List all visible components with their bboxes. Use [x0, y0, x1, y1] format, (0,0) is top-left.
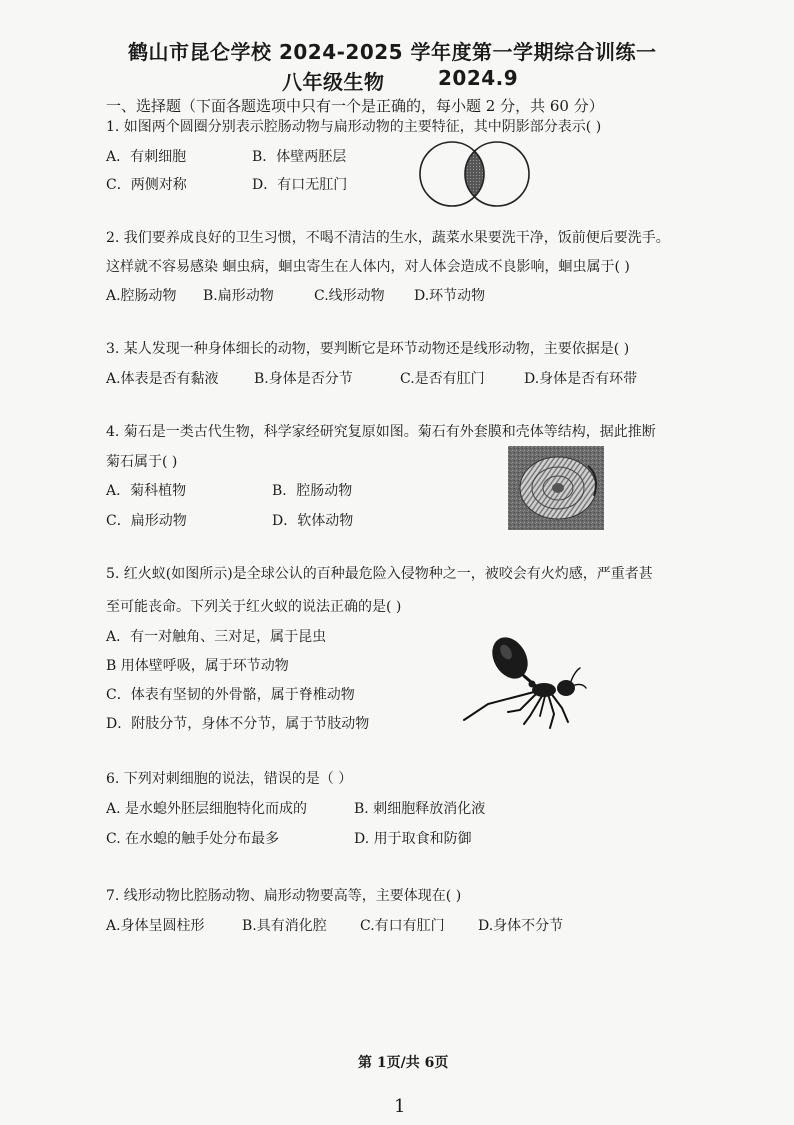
question-1-option-a: A．有刺细胞: [106, 149, 187, 165]
question-6-option-b: B. 刺细胞释放消化液: [354, 801, 486, 817]
question-3-option-d: D.身体是否有环带: [524, 371, 638, 387]
question-2-stem-line1: 2. 我们要养成良好的卫生习惯，不喝不清洁的生水，蔬菜水果要洗干净，饭前便后要洗手。: [106, 230, 670, 246]
question-5-option-a: A．有一对触角、三对足，属于昆虫: [106, 629, 327, 645]
question-5-option-b: B 用体壁呼吸，属于环节动物: [106, 658, 289, 674]
page-number: 1: [394, 1096, 406, 1117]
question-5-stem-line1: 5. 红火蚁(如图所示)是全球公认的百种最危险入侵物种之一，被咬会有火灼感，严重者甚: [106, 566, 653, 582]
question-3-option-c: C.是否有肛门: [400, 371, 485, 387]
question-7-stem: 7. 线形动物比腔肠动物、扁形动物要高等，主要体现在( ): [106, 888, 462, 904]
ammonite-image: [508, 446, 604, 530]
question-4-option-a: A．菊科植物: [106, 483, 187, 499]
question-3-stem: 3. 某人发现一种身体细长的动物，要判断它是环节动物还是线形动物，主要依据是( ): [106, 341, 630, 357]
question-6-option-c: C. 在水螅的触手处分布最多: [106, 831, 280, 847]
question-4-stem-line2: 菊石属于( ): [106, 454, 178, 470]
question-3-option-b: B.身体是否分节: [254, 371, 353, 387]
question-2-option-d: D.环节动物: [414, 288, 486, 304]
question-7-option-a: A.身体呈圆柱形: [106, 918, 205, 934]
question-7-option-d: D.身体不分节: [478, 918, 564, 934]
exam-title: 鹤山市昆仑学校 2024-2025 学年度第一学期综合训练一: [128, 40, 657, 64]
question-1-option-d: D．有口无肛门: [252, 177, 348, 193]
question-4-option-c: C．扁形动物: [106, 513, 187, 529]
question-4-option-b: B．腔肠动物: [272, 483, 353, 499]
question-1-option-c: C．两侧对称: [106, 177, 187, 193]
question-6-option-d: D. 用于取食和防御: [354, 831, 472, 847]
question-7-option-c: C.有口有肛门: [360, 918, 445, 934]
question-7-option-b: B.具有消化腔: [242, 918, 327, 934]
question-6-option-a: A. 是水螅外胚层细胞特化而成的: [106, 801, 308, 817]
question-1-option-b: B．体壁两胚层: [252, 149, 347, 165]
question-5-option-d: D．附肢分节，身体不分节，属于节肢动物: [106, 716, 370, 732]
question-2-option-c: C.线形动物: [314, 288, 385, 304]
section-heading: 一、选择题（下面各题选项中只有一个是正确的，每小题 2 分，共 60 分）: [106, 97, 604, 115]
question-1-stem: 1. 如图两个圆圈分别表示腔肠动物与扁形动物的主要特征，其中阴影部分表示( ): [106, 119, 602, 135]
question-5-stem-line2: 至可能丧命。下列关于红火蚁的说法正确的是( ): [106, 599, 402, 615]
venn-diagram: [412, 138, 542, 210]
page-indicator: 第 1页/共 6页: [358, 1055, 449, 1071]
question-2-option-b: B.扁形动物: [203, 288, 274, 304]
question-6-stem: 6. 下列对刺细胞的说法，错误的是（ ）: [106, 771, 353, 787]
question-5-option-c: C．体表有坚韧的外骨骼，属于脊椎动物: [106, 687, 355, 703]
question-4-option-d: D．软体动物: [272, 513, 354, 529]
question-4-stem-line1: 4. 菊石是一类古代生物，科学家经研究复原如图。菊石有外套膜和壳体等结构，据此推断: [106, 424, 656, 440]
question-2-option-a: A.腔肠动物: [106, 288, 177, 304]
exam-subject: 八年级生物: [282, 70, 385, 94]
fire-ant-image: [458, 632, 590, 732]
question-3-option-a: A.体表是否有黏液: [106, 371, 219, 387]
exam-date: 2024.9: [438, 66, 519, 90]
question-2-stem-line2: 这样就不容易感染 蛔虫病，蛔虫寄生在人体内，对人体会造成不良影响，蛔虫属于( ): [106, 259, 630, 275]
